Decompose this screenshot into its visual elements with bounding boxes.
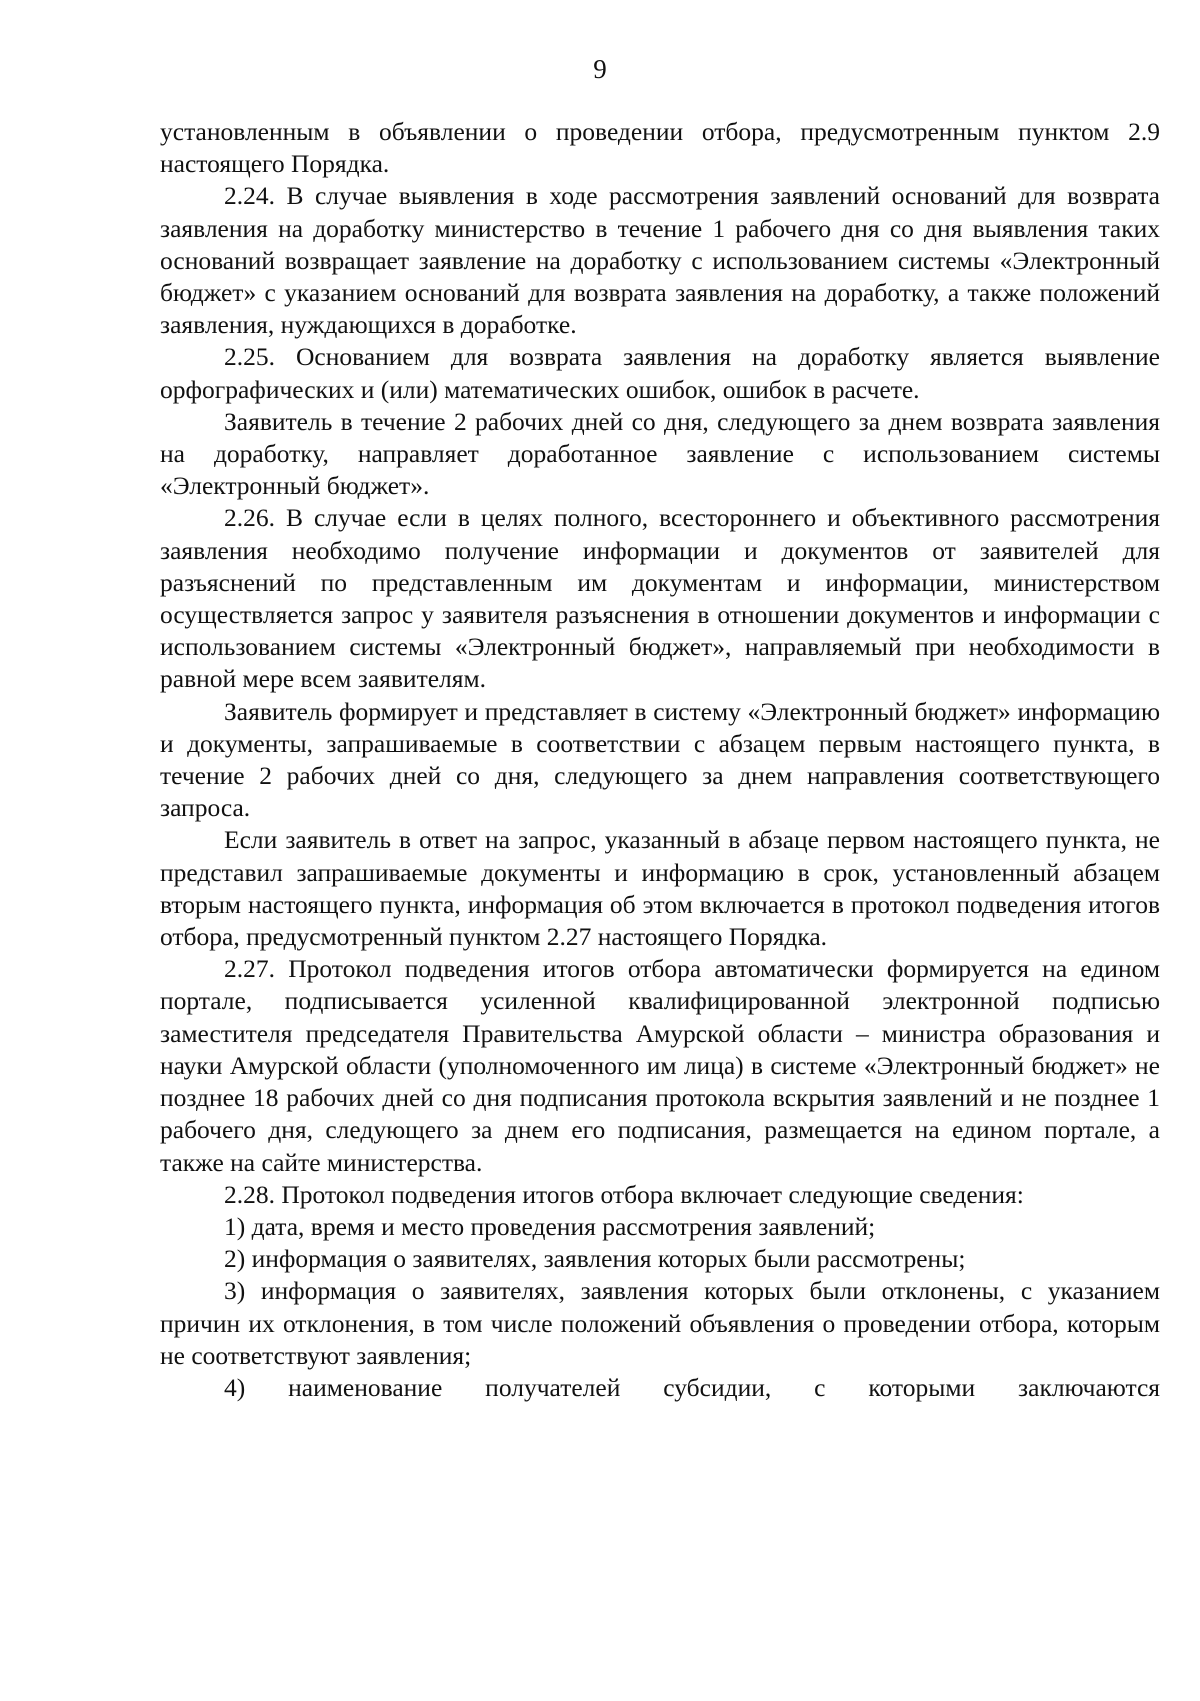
list-item-1: 1) дата, время и место проведения рассмотрения заявлений; — [224, 1211, 876, 1241]
paragraph-2-26-failure: Если заявитель в ответ на запрос, указанный в абзаце первом настоящего пункта, не представил запрашиваемые документы и информацию в срок, установленный абзацем вторым настоящего пункта, информация об этом включается в протокол подведения итогов отбора, предусмотренный пунктом 2.27 настоящего Порядка. — [160, 825, 1160, 952]
paragraph-2-24: 2.24. В случае выявления в ходе рассмотрения заявлений оснований для возврата заявления на доработку министерство в течение 1 рабочего дня со дня выявления таких оснований возвращает заявление на доработку с использованием системы «Электронный бюджет» с указанием оснований для возврата заявления на доработку, а также положений заявления, нуждающихся в доработке. — [160, 181, 1160, 340]
paragraph-2-27: 2.27. Протокол подведения итогов отбора автоматически формируется на едином портале, подписывается усиленной квалифицированной электронной подписью заместителя председателя Правительства Амурской области – министра образования и науки Амурской области (уполномоченного им лица) в системе «Электронный бюджет» не позднее 18 рабочих дней со дня подписания протокола вскрытия заявлений и не позднее 1 рабочего дня, следующего за днем его подписания, размещается на едином портале, а также на сайте министерства. — [160, 954, 1160, 1177]
paragraph-continuation: установленным в объявлении о проведении отбора, предусмотренным пунктом 2.9 настоящего Порядка. — [160, 117, 1160, 179]
paragraph-2-25: 2.25. Основанием для возврата заявления на доработку является выявление орфографических и (или) математических ошибок, ошибок в расчете. — [160, 342, 1160, 404]
paragraph-2-26: 2.26. В случае если в целях полного, всестороннего и объективного рассмотрения заявления необходимо получение информации и документов от заявителей для разъяснений по представленным им документам и информации, министерством осуществляется запрос у заявителя разъяснения в отношении документов и информации с использованием системы «Электронный бюджет», направляемый при необходимости в равной мере всем заявителям. — [160, 503, 1160, 694]
list-item-3: 3) информация о заявителях, заявления которых были отклонены, с указанием причин их отклонения, в том числе положений объявления о проведении отбора, которым не соответствуют заявления; — [160, 1276, 1160, 1370]
paragraph-2-28: 2.28. Протокол подведения итогов отбора включает следующие сведения: — [224, 1179, 1024, 1209]
list-item-2: 2) информация о заявителях, заявления которых были рассмотрены; — [224, 1244, 966, 1274]
paragraph-2-25-applicant: Заявитель в течение 2 рабочих дней со дня, следующего за днем возврата заявления на доработку, направляет доработанное заявление с использованием системы «Электронный бюджет». — [160, 406, 1160, 501]
document-body — [160, 116, 1160, 1404]
list-item-4: 4) наименование получателей субсидии, с которыми заключаются — [224, 1372, 1160, 1402]
paragraph-2-26-applicant: Заявитель формирует и представляет в систему «Электронный бюджет» информацию и документы, запрашиваемые в соответствии с абзацем первым настоящего пункта, в течение 2 рабочих дней со дня, следующего за днем направления соответствующего запроса. — [160, 696, 1160, 823]
page-number: 9 — [593, 54, 607, 84]
